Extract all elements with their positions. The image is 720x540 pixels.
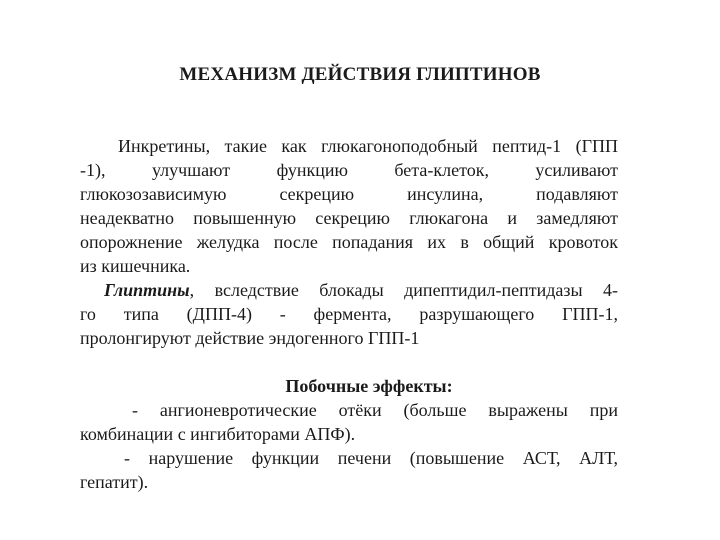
paragraph2-line-3: пролонгируют действие эндогенного ГПП-1 xyxy=(80,328,420,348)
paragraph1-line-2: -1), улучшают функцию бета-клеток, усиливают xyxy=(80,160,618,180)
side-effect-1-line-2: комбинации с ингибиторами АПФ). xyxy=(80,424,356,444)
paragraph2-line-1 xyxy=(104,278,618,302)
paragraph1-line-3: глюкозозависимую секрецию инсулина, подавляют xyxy=(80,184,618,204)
gliptins-term: Глиптины xyxy=(104,280,190,300)
paragraph2-line-1-rest: , вследствие блокады дипептидил-пептидазы 4- xyxy=(189,280,618,300)
paragraph1-line-6: из кишечника. xyxy=(80,256,191,276)
side-effect-1-line-1: - ангионевротические отёки (больше выражены при xyxy=(132,400,618,420)
side-effects-heading: Побочные эффекты: xyxy=(285,376,453,396)
paragraph1-line-4: неадекватно повышенную секрецию глюкагона и замедляют xyxy=(80,208,618,228)
page-title: МЕХАНИЗМ ДЕЙСТВИЯ ГЛИПТИНОВ xyxy=(179,64,541,85)
side-effect-2-line-2: гепатит). xyxy=(80,472,149,492)
side-effect-2-line-1: - нарушение функции печени (повышение АСТ, АЛТ, xyxy=(124,448,618,468)
paragraph1-line-5: опорожнение желудка после попадания их в общий кровоток xyxy=(80,232,618,252)
paragraph2-line-2: го типа (ДПП-4) - фермента, разрушающего ГПП-1, xyxy=(80,304,618,324)
paragraph1-line-1: Инкретины, такие как глюкагоноподобный пептид-1 (ГПП xyxy=(118,136,618,156)
